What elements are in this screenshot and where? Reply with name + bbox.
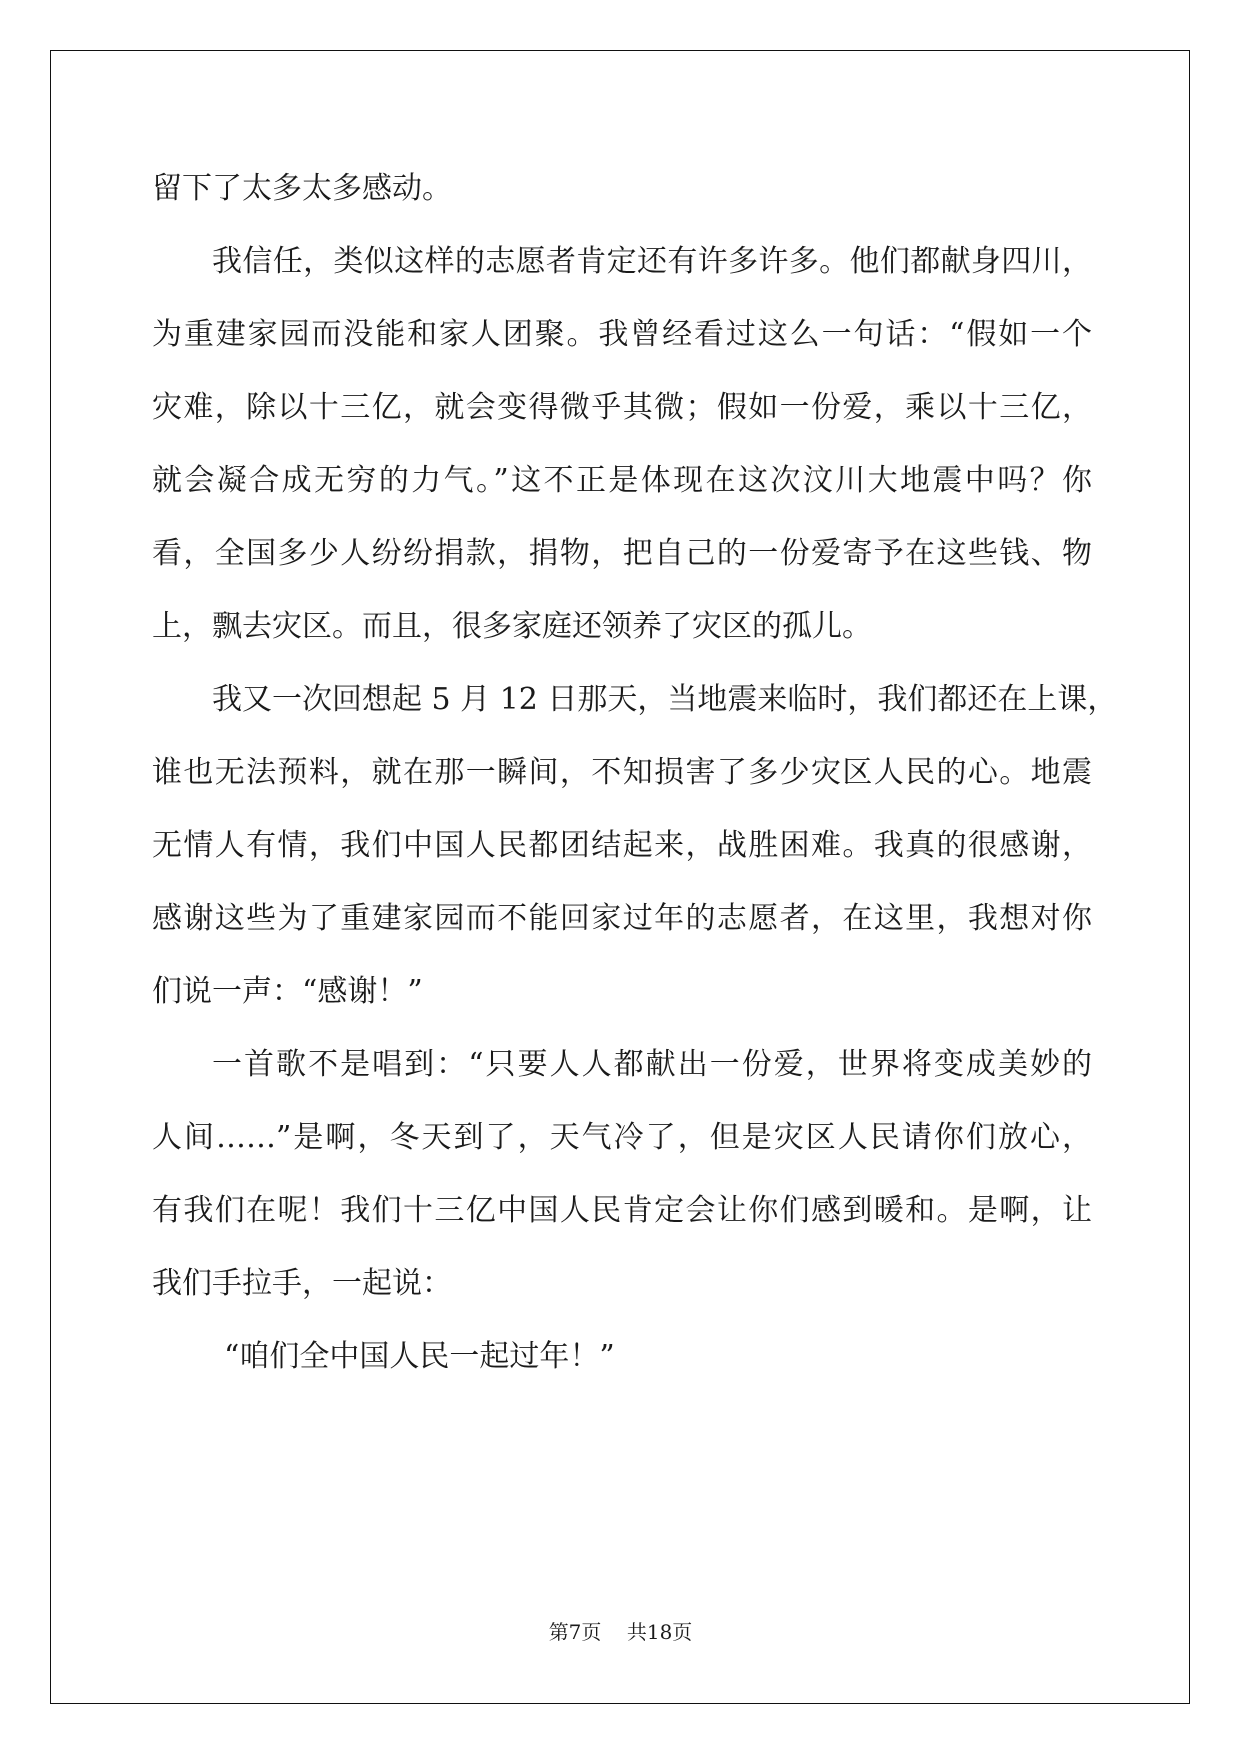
text-line: 我又一次回想起 5 月 12 日那天，当地震来临时，我们都还在上课， bbox=[212, 682, 1118, 717]
text-line: 为重建家园而没能和家人团聚。我曾经看过这么一句话：“假如一个 bbox=[152, 317, 1092, 352]
text-line: 看，全国多少人纷纷捐款，捐物，把自己的一份爱寄予在这些钱、物 bbox=[152, 536, 1092, 571]
text-line: 人间……”是啊，冬天到了，天气冷了，但是灾区人民请你们放心， bbox=[152, 1120, 1092, 1155]
text-line: “咱们全中国人民一起过年！” bbox=[224, 1339, 615, 1374]
text-line: 谁也无法预料，就在那一瞬间，不知损害了多少灾区人民的心。地震 bbox=[152, 755, 1092, 790]
text-line: 我们手拉手，一起说： bbox=[152, 1266, 452, 1301]
text-line: 无情人有情，我们中国人民都团结起来，战胜困难。我真的很感谢， bbox=[152, 828, 1092, 863]
text-line: 灾难，除以十三亿，就会变得微乎其微；假如一份爱，乘以十三亿， bbox=[152, 390, 1092, 425]
page-number-footer: 第7页 共18页 bbox=[548, 1620, 693, 1644]
text-line: 我信任，类似这样的志愿者肯定还有许多许多。他们都献身四川， bbox=[212, 244, 1092, 279]
text-line: 有我们在呢！我们十三亿中国人民肯定会让你们感到暖和。是啊，让 bbox=[152, 1193, 1092, 1228]
text-line: 上，飘去灾区。而且，很多家庭还领养了灾区的孤儿。 bbox=[152, 609, 872, 644]
text-line: 留下了太多太多感动。 bbox=[152, 171, 452, 206]
text-line: 就会凝合成无穷的力气。”这不正是体现在这次汶川大地震中吗？你 bbox=[152, 463, 1092, 498]
text-line: 们说一声：“感谢！” bbox=[152, 974, 423, 1009]
text-line: 一首歌不是唱到：“只要人人都献出一份爱，世界将变成美妙的 bbox=[212, 1047, 1092, 1082]
text-line: 感谢这些为了重建家园而不能回家过年的志愿者，在这里，我想对你 bbox=[152, 901, 1092, 936]
